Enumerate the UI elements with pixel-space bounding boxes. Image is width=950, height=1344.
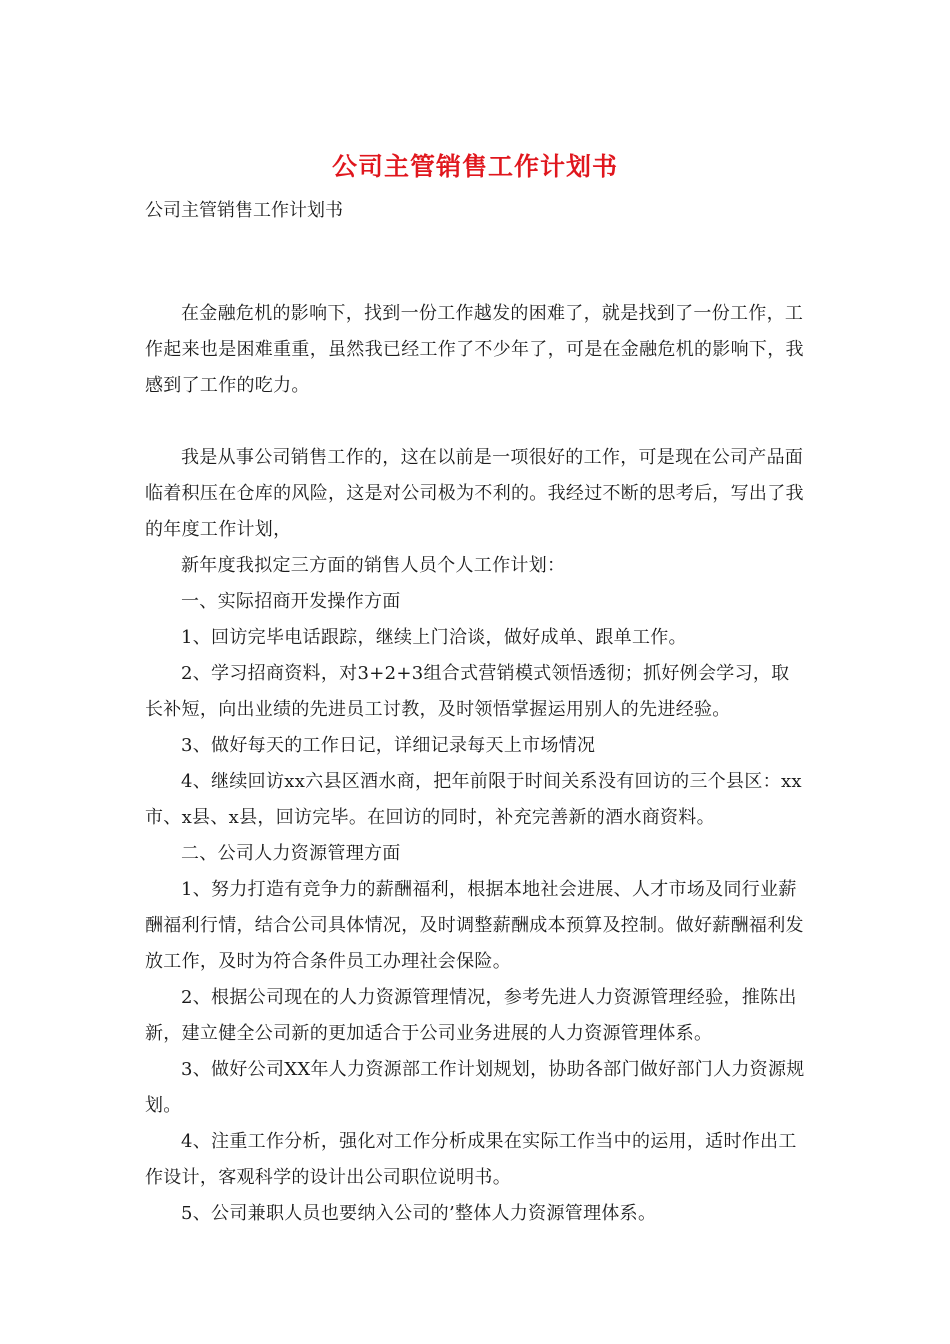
paragraph: 新年度我拟定三方面的销售人员个人工作计划： (181, 555, 566, 576)
document-subtitle: 公司主管销售工作计划书 (145, 200, 343, 221)
list-item: 2、学习招商资料，对3+2+3组合式营销模式领悟透彻；抓好例会学习，取长补短，向出业绩的先进员工讨教，及时领悟掌握运用别人的先进经验。 (145, 663, 790, 720)
list-item: 4、注重工作分析，强化对工作分析成果在实际工作当中的运用，适时作出工作设计，客观科学的设计出公司职位说明书。 (145, 1131, 797, 1188)
list-item: 1、回访完毕电话跟踪，继续上门洽谈，做好成单、跟单工作。 (181, 627, 687, 648)
document-title: 公司主管销售工作计划书 (331, 152, 618, 181)
list-item: 1、努力打造有竞争力的薪酬福利，根据本地社会进展、人才市场及同行业薪酬福利行情，结合公司具体情况，及时调整薪酬成本预算及控制。做好薪酬福利发放工作，及时为符合条件员工办理社会保险。 (145, 879, 804, 972)
list-item: 3、做好公司XX年人力资源部工作计划规划，协助各部门做好部门人力资源规划。 (145, 1059, 805, 1116)
list-item: 3、做好每天的工作日记，详细记录每天上市场情况 (181, 735, 596, 756)
list-item: 4、继续回访xx六县区酒水商，把年前限于时间关系没有回访的三个县区：xx市、x县、x县，回访完毕。在回访的同时，补充完善新的酒水商资料。 (145, 771, 802, 828)
section-heading: 一、实际招商开发操作方面 (181, 591, 401, 612)
intro-section (145, 296, 805, 404)
paragraph: 在金融危机的影响下，找到一份工作越发的困难了，就是找到了一份工作，工作起来也是困难重重，虽然我已经工作了不少年了，可是在金融危机的影响下，我感到了工作的吃力。 (145, 303, 804, 396)
paragraph: 我是从事公司销售工作的，这在以前是一项很好的工作，可是现在公司产品面临着积压在仓库的风险，这是对公司极为不利的。我经过不断的思考后，写出了我的年度工作计划， (145, 447, 804, 540)
section-heading: 二、公司人力资源管理方面 (181, 843, 401, 864)
plan-section (145, 440, 805, 1232)
list-item: 2、根据公司现在的人力资源管理情况，参考先进人力资源管理经验，推陈出新，建立健全公司新的更加适合于公司业务进展的人力资源管理体系。 (145, 987, 797, 1044)
list-item: 5、公司兼职人员也要纳入公司的’整体人力资源管理体系。 (181, 1203, 657, 1224)
